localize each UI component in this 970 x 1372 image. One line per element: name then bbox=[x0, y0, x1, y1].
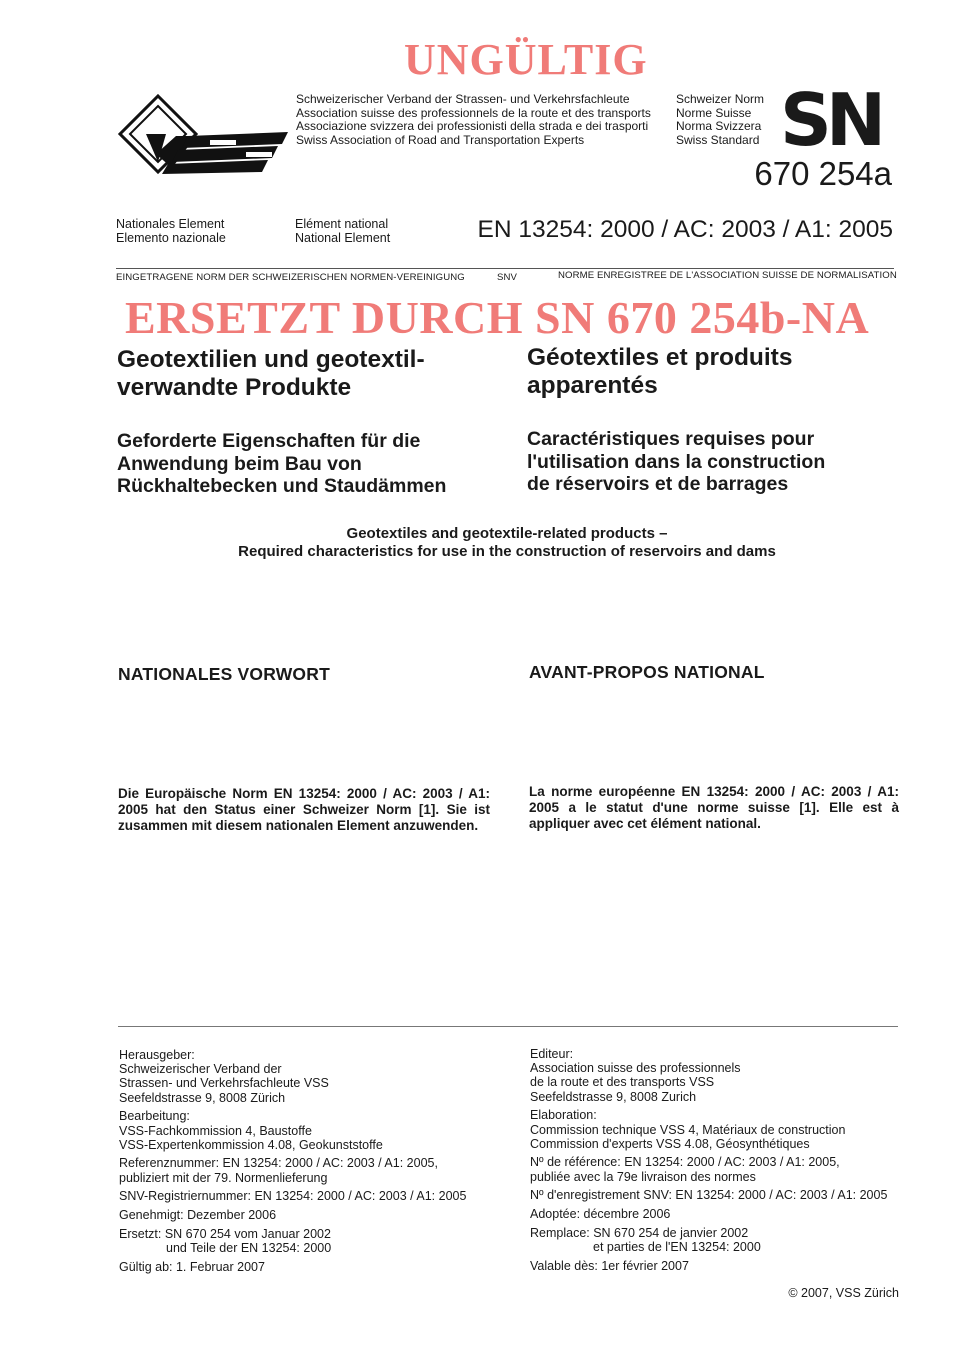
snv-number: SNV-Registriernummer: EN 13254: 2000 / AC: 2003 / A1: 2005 bbox=[119, 1189, 467, 1204]
publisher-label: Herausgeber: bbox=[119, 1048, 195, 1062]
title-de-main: Geotextilien und geotextil- verwandte Produkte bbox=[117, 346, 425, 401]
association-fr: Association suisse des professionnels de la route et des transports bbox=[296, 105, 651, 120]
invalid-stamp: UNGÜLTIG bbox=[404, 35, 648, 84]
foreword-de-heading: NATIONALES VORWORT bbox=[118, 664, 330, 684]
foreword-de-text: Die Europäische Norm EN 13254: 2000 / AC: 2003 / A1: 2005 hat den Status einer Schweizer Norm [1]. Sie ist zusammen mit diesem nationalen Element anzuwenden. bbox=[118, 786, 490, 833]
snv-number: Nº d'enregistrement SNV: EN 13254: 2000 / AC: 2003 / A1: 2005 bbox=[530, 1188, 888, 1203]
imprint-divider bbox=[118, 1026, 898, 1027]
registry-center: SNV bbox=[497, 272, 518, 283]
foreword-fr-text: La norme européenne EN 13254: 2000 / AC: 2003 / A1: 2005 a le statut d'une norme suisse [1]. Elle est à appliquer avec cet élément national. bbox=[529, 784, 899, 831]
foreword-fr-heading: AVANT-PROPOS NATIONAL bbox=[529, 662, 765, 682]
imprint-de: Herausgeber: Schweizerischer Verband der Strassen- und Verkehrsfachleute VSS Seefeldstrasse 9, 8008 Zürich Bearbeitung: VSS-Fachkommission 4, Baustoffe VSS-Expertenkommission 4.08, Geokunststoffe Referenznummer: EN 13254: 2000 / AC: 2003 / A1: 2005, publiziert mit der 79. Normenlieferung SNV-Registriernummer: EN 13254: 2000 / AC: 2003 / A1: 2005 Genehmigt: Dezember 2006 Ersetzt: SN 670 254 vom Januar 2002 und Teile der EN 13254: 2000 Gültig ab: 1. Februar 2007 bbox=[119, 1048, 509, 1274]
standard-type-it: Norma Svizzera bbox=[676, 119, 762, 133]
national-element-fr-en: Elément national National Element bbox=[295, 217, 391, 245]
association-names bbox=[296, 93, 651, 147]
title-de-sub: Geforderte Eigenschaften für die Anwendung beim Bau von Rückhaltebecken und Staudämmen bbox=[117, 430, 447, 497]
replaces: Ersetzt: SN 670 254 vom Januar 2002 bbox=[119, 1226, 331, 1241]
replaces: Remplace: SN 670 254 de janvier 2002 bbox=[530, 1225, 749, 1240]
association-de: Schweizerischer Verband der Strassen- und Verkehrsfachleute bbox=[296, 92, 630, 106]
standard-type-de: Schweizer Norm bbox=[676, 92, 765, 106]
editing-label: Bearbeitung: bbox=[119, 1109, 190, 1124]
valid-from: Gültig ab: 1. Februar 2007 bbox=[119, 1259, 265, 1274]
standard-type-en: Swiss Standard bbox=[676, 132, 760, 147]
reference-number: Nº de référence: EN 13254: 2000 / AC: 2003 / A1: 2005, bbox=[530, 1155, 840, 1170]
registry-left: EINGETRAGENE NORM DER SCHWEIZERISCHEN NORMEN-VEREINIGUNG bbox=[116, 272, 465, 283]
title-en: Geotextiles and geotextile-related products – Required characteristics for use in the construction of reservoirs and dams bbox=[238, 525, 776, 560]
registry-right: NORME ENREGISTREE DE L'ASSOCIATION SUISSE DE NORMALISATION bbox=[558, 270, 897, 281]
publisher-label: Editeur: bbox=[530, 1047, 574, 1061]
registry-divider bbox=[116, 268, 894, 269]
approved-date: Genehmigt: Dezember 2006 bbox=[119, 1208, 277, 1223]
imprint-fr: Editeur: Association suisse des professionnels de la route et des transports VSS Seefeldstrasse 9, 8008 Zurich Elaboration: Commission technique VSS 4, Matériaux de construction Commission d'experts VSS 4.08, Géosynthétiques Nº de référence: EN 13254: 2000 / AC: 2003 / A1: 2005, publiée avec la 79e livraison des normes Nº d'enregistrement SNV: EN 13254: 2000 / AC: 2003 / A1: 2005 Adoptée: décembre 2006 Remplace: SN 670 254 de janvier 2002 et parties de l'EN 13254: 2000 Valable dès: 1er février 2007 bbox=[530, 1047, 920, 1273]
national-element-de-it: Nationales Element Elemento nazionale bbox=[116, 217, 226, 245]
valid-from: Valable dès: 1er février 2007 bbox=[530, 1258, 689, 1273]
sn-logo: SN bbox=[780, 78, 881, 162]
en-reference: EN 13254: 2000 / AC: 2003 / A1: 2005 bbox=[477, 216, 893, 243]
replaced-by-stamp: ERSETZT DURCH SN 670 254b-NA bbox=[125, 292, 870, 343]
title-fr-sub: Caractéristiques requises pour l'utilisation dans la construction de réservoirs et de barrages bbox=[527, 428, 826, 495]
title-fr-main: Géotextiles et produits apparentés bbox=[527, 344, 793, 399]
copyright: © 2007, VSS Zürich bbox=[788, 1286, 899, 1300]
approved-date: Adoptée: décembre 2006 bbox=[530, 1207, 671, 1222]
document-number: 670 254a bbox=[754, 155, 892, 192]
vss-logo bbox=[116, 94, 292, 176]
reference-number: Referenznummer: EN 13254: 2000 / AC: 2003 / A1: 2005, bbox=[119, 1156, 438, 1171]
association-en: Swiss Association of Road and Transportation Experts bbox=[296, 132, 585, 147]
standard-type bbox=[676, 93, 764, 147]
association-it: Associazione svizzera dei professionisti della strada e dei trasporti bbox=[296, 119, 649, 133]
editing-label: Elaboration: bbox=[530, 1108, 597, 1123]
standard-type-fr: Norme Suisse bbox=[676, 105, 752, 120]
